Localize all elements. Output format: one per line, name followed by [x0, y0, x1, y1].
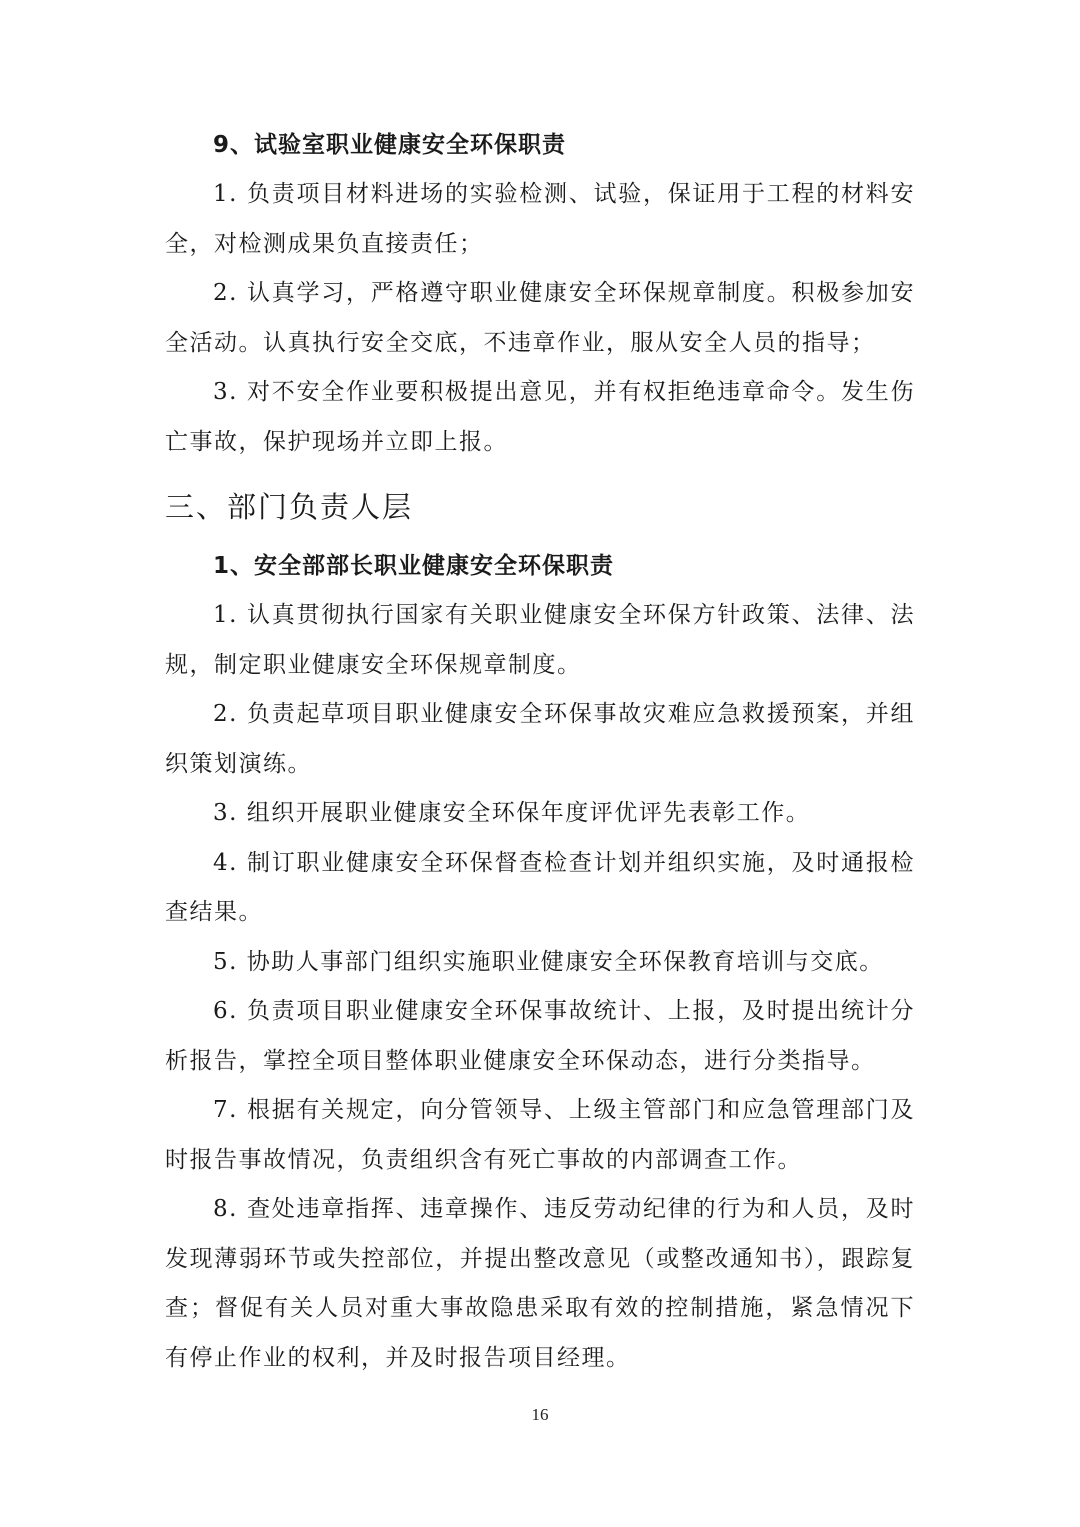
page-number: 16 [531, 1405, 549, 1424]
safety-duty-item: 2. 负责起草项目职业健康安全环保事故灾难应急救援预案，并组织策划演练。 [165, 701, 915, 777]
safety-head-duties-heading: 1、安全部部长职业健康安全环保职责 [213, 553, 615, 579]
safety-duty-item: 7. 根据有关规定，向分管领导、上级主管部门和应急管理部门及时报告事故情况，负责组织含有死亡事故的内部调查工作。 [165, 1097, 915, 1173]
safety-duty-item: 3. 组织开展职业健康安全环保年度评优评先表彰工作。 [213, 800, 811, 826]
safety-duty-item: 4. 制订职业健康安全环保督查检查计划并组织实施，及时通报检查结果。 [165, 849, 915, 925]
safety-duty-item: 1. 认真贯彻执行国家有关职业健康安全环保方针政策、法律、法规，制定职业健康安全环保规章制度。 [165, 602, 915, 678]
safety-duty-item: 6. 负责项目职业健康安全环保事故统计、上报，及时提出统计分析报告，掌控全项目整体职业健康安全环保动态，进行分类指导。 [165, 998, 915, 1074]
safety-duty-item: 8. 查处违章指挥、违章操作、违反劳动纪律的行为和人员，及时发现薄弱环节或失控部位，并提出整改意见（或整改通知书），跟踪复查；督促有关人员对重大事故隐患采取有效的控制措施，紧急情况下有停止作业的权利，并及时报告项目经理。 [165, 1196, 915, 1371]
lab-duty-item: 1. 负责项目材料进场的实验检测、试验，保证用于工程的材料安全，对检测成果负直接责任； [165, 181, 915, 257]
lab-duties-heading: 9、试验室职业健康安全环保职责 [213, 132, 567, 158]
lab-duty-item: 2. 认真学习，严格遵守职业健康安全环保规章制度。积极参加安全活动。认真执行安全交底，不违章作业，服从安全人员的指导； [165, 280, 915, 356]
section-title-level3: 三、部门负责人层 [165, 490, 414, 524]
safety-duty-item: 5. 协助人事部门组织实施职业健康安全环保教育培训与交底。 [213, 948, 884, 975]
document-page [165, 120, 915, 1383]
lab-duty-item: 3. 对不安全作业要积极提出意见，并有权拒绝违章命令。发生伤亡事故，保护现场并立即上报。 [165, 379, 915, 455]
